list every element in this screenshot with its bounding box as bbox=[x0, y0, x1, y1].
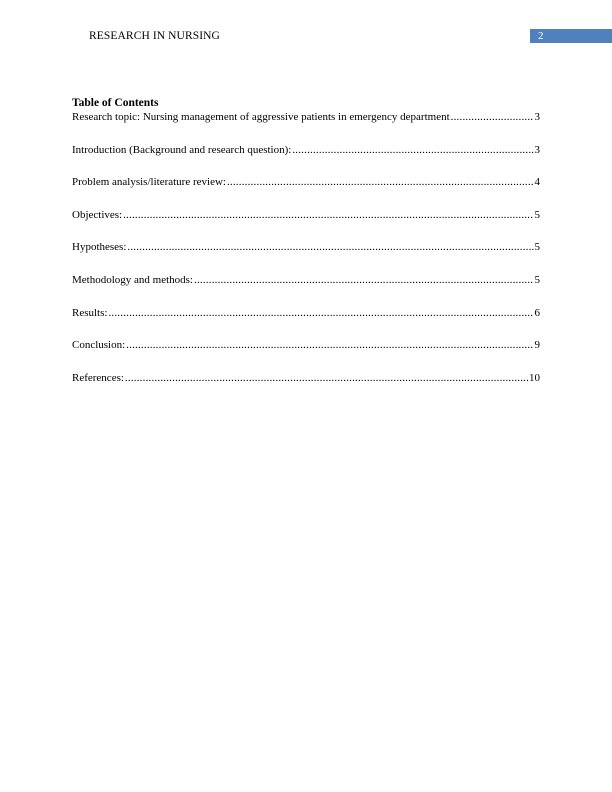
toc-dot-leader bbox=[126, 338, 533, 352]
toc-entry-page: 5 bbox=[534, 208, 540, 221]
toc-entry-objectives[interactable] bbox=[72, 208, 540, 222]
toc-dot-leader bbox=[108, 306, 533, 320]
toc-dot-leader bbox=[125, 371, 528, 385]
toc-entry-conclusion[interactable] bbox=[72, 338, 540, 352]
toc-dot-leader bbox=[227, 175, 534, 189]
toc-entry-text: Results: bbox=[72, 306, 108, 319]
toc-entry-text: References: bbox=[72, 371, 124, 384]
toc-dot-leader bbox=[123, 208, 533, 222]
toc-entry-problem-analysis[interactable] bbox=[72, 175, 540, 189]
toc-entry-page: 5 bbox=[534, 241, 540, 254]
toc-entry-text: Research topic: Nursing management of aggressive patients in emergency department bbox=[72, 111, 450, 123]
toc-list bbox=[72, 110, 540, 385]
toc-entry-page: 3 bbox=[534, 143, 540, 156]
toc-entry-hypotheses[interactable] bbox=[72, 240, 540, 254]
toc-entry-introduction[interactable] bbox=[72, 143, 540, 157]
toc-entry-page: 10 bbox=[529, 371, 540, 384]
page-number-badge bbox=[530, 29, 612, 43]
toc-dot-leader bbox=[292, 143, 533, 157]
toc-entry-methodology[interactable] bbox=[72, 273, 540, 287]
toc-entry-text: Problem analysis/literature review: bbox=[72, 176, 226, 189]
page-number: 2 bbox=[538, 30, 544, 42]
toc-entry-text: Hypotheses: bbox=[72, 241, 127, 254]
toc-entry-text: Objectives: bbox=[72, 208, 123, 221]
toc-entry-text: Introduction (Background and research question): bbox=[72, 143, 292, 156]
toc-dot-leader bbox=[127, 240, 533, 254]
toc-entry-page: 5 bbox=[534, 273, 540, 286]
toc-entry-references[interactable] bbox=[72, 371, 540, 385]
toc-entry-text: Methodology and methods: bbox=[72, 273, 193, 286]
toc-entry-results[interactable] bbox=[72, 306, 540, 320]
toc-dot-leader bbox=[194, 273, 534, 287]
toc-entry-page: 6 bbox=[534, 306, 540, 319]
toc-entry-page: 3 bbox=[534, 111, 540, 123]
table-of-contents bbox=[72, 96, 540, 385]
toc-dot-leader bbox=[451, 110, 534, 124]
running-head: RESEARCH IN NURSING bbox=[89, 30, 220, 42]
toc-entry-page: 9 bbox=[534, 339, 540, 352]
toc-entry-research-topic[interactable] bbox=[72, 110, 540, 124]
toc-title: Table of Contents bbox=[72, 97, 159, 109]
toc-entry-text: Conclusion: bbox=[72, 339, 126, 352]
toc-entry-page: 4 bbox=[534, 176, 540, 189]
